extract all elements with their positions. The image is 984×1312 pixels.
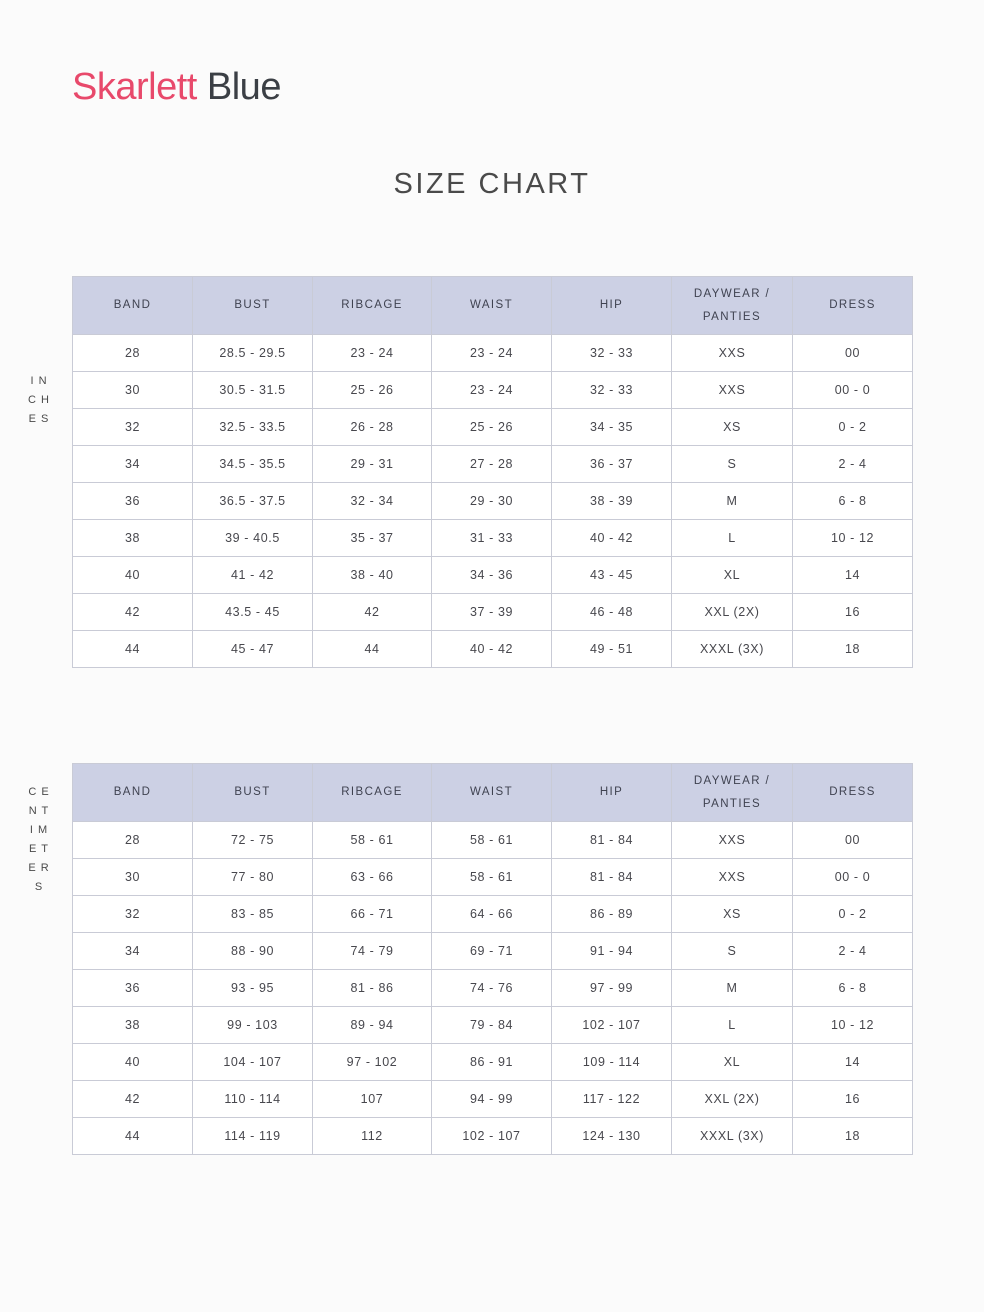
cell-waist: 58 - 61 <box>432 859 552 896</box>
daywear-line2: PANTIES <box>702 310 762 323</box>
cell-ribcage: 25 - 26 <box>313 372 432 409</box>
table-row <box>73 822 913 859</box>
cell-ribcage: 26 - 28 <box>313 409 432 446</box>
cell-waist: 29 - 30 <box>432 483 552 520</box>
cell-hip: 46 - 48 <box>552 594 672 631</box>
table-row <box>73 520 913 557</box>
cell-hip: 43 - 45 <box>552 557 672 594</box>
cell-dress: 16 <box>793 594 913 631</box>
table-row <box>73 335 913 372</box>
column-header-daywear-panties <box>672 764 793 822</box>
cell-dress: 14 <box>793 1044 913 1081</box>
table-row <box>73 483 913 520</box>
cell-waist: 23 - 24 <box>432 372 552 409</box>
brand-name-part1: Skarlett <box>72 66 197 108</box>
cell-daywear: L <box>672 520 793 557</box>
cell-bust: 34.5 - 35.5 <box>193 446 313 483</box>
cell-daywear: XXS <box>672 822 793 859</box>
column-header-daywear-panties <box>672 277 793 335</box>
table-row <box>73 1081 913 1118</box>
page-title: SIZE CHART <box>393 168 591 200</box>
table-row <box>73 372 913 409</box>
table-row <box>73 409 913 446</box>
cell-daywear: XXS <box>672 859 793 896</box>
cell-bust: 88 - 90 <box>193 933 313 970</box>
cell-waist: 34 - 36 <box>432 557 552 594</box>
cell-dress: 16 <box>793 1081 913 1118</box>
column-header-dress: DRESS <box>793 764 913 822</box>
cell-daywear: XXXL (3X) <box>672 1118 793 1155</box>
cell-daywear: XXL (2X) <box>672 1081 793 1118</box>
column-header-ribcage: RIBCAGE <box>313 277 432 335</box>
cell-bust: 104 - 107 <box>193 1044 313 1081</box>
cell-ribcage: 23 - 24 <box>313 335 432 372</box>
table-row <box>73 896 913 933</box>
cell-hip: 102 - 107 <box>552 1007 672 1044</box>
brand-logo <box>72 66 281 109</box>
cell-band: 36 <box>73 483 193 520</box>
column-header-dress: DRESS <box>793 277 913 335</box>
cell-waist: 23 - 24 <box>432 335 552 372</box>
table-row <box>73 557 913 594</box>
cell-hip: 91 - 94 <box>552 933 672 970</box>
cell-daywear: M <box>672 483 793 520</box>
cell-hip: 49 - 51 <box>552 631 672 668</box>
cell-hip: 81 - 84 <box>552 859 672 896</box>
cell-dress: 00 <box>793 335 913 372</box>
table-row <box>73 446 913 483</box>
cell-daywear: XXL (2X) <box>672 594 793 631</box>
cell-band: 28 <box>73 335 193 372</box>
cell-daywear: M <box>672 970 793 1007</box>
cell-ribcage: 58 - 61 <box>313 822 432 859</box>
cell-dress: 00 - 0 <box>793 372 913 409</box>
cell-dress: 0 - 2 <box>793 409 913 446</box>
cell-daywear: XXS <box>672 372 793 409</box>
cell-hip: 117 - 122 <box>552 1081 672 1118</box>
cell-daywear: XL <box>672 1044 793 1081</box>
table-header-row <box>73 764 913 822</box>
cell-ribcage: 63 - 66 <box>313 859 432 896</box>
cell-bust: 32.5 - 33.5 <box>193 409 313 446</box>
cell-ribcage: 66 - 71 <box>313 896 432 933</box>
cell-bust: 39 - 40.5 <box>193 520 313 557</box>
cell-ribcage: 38 - 40 <box>313 557 432 594</box>
column-header-bust: BUST <box>193 277 313 335</box>
unit-label-inches: I N C H E S <box>28 375 50 425</box>
column-header-band: BAND <box>73 764 193 822</box>
cell-waist: 37 - 39 <box>432 594 552 631</box>
cell-daywear: XS <box>672 896 793 933</box>
cell-ribcage: 74 - 79 <box>313 933 432 970</box>
cell-waist: 64 - 66 <box>432 896 552 933</box>
cell-band: 30 <box>73 372 193 409</box>
table-row <box>73 1044 913 1081</box>
cell-waist: 25 - 26 <box>432 409 552 446</box>
cell-daywear: L <box>672 1007 793 1044</box>
cell-bust: 41 - 42 <box>193 557 313 594</box>
cell-dress: 18 <box>793 1118 913 1155</box>
cell-dress: 6 - 8 <box>793 970 913 1007</box>
cell-bust: 43.5 - 45 <box>193 594 313 631</box>
unit-label-centimeters: C E N T I M E T E R S <box>28 786 50 893</box>
cell-bust: 93 - 95 <box>193 970 313 1007</box>
cell-ribcage: 81 - 86 <box>313 970 432 1007</box>
column-header-waist: WAIST <box>432 277 552 335</box>
cell-ribcage: 42 <box>313 594 432 631</box>
cell-bust: 83 - 85 <box>193 896 313 933</box>
table-header-row <box>73 277 913 335</box>
cell-bust: 114 - 119 <box>193 1118 313 1155</box>
cell-dress: 10 - 12 <box>793 520 913 557</box>
column-header-ribcage: RIBCAGE <box>313 764 432 822</box>
daywear-line1: DAYWEAR / <box>693 287 771 300</box>
cell-dress: 2 - 4 <box>793 933 913 970</box>
cell-ribcage: 35 - 37 <box>313 520 432 557</box>
daywear-line1: DAYWEAR / <box>693 774 771 787</box>
cell-bust: 45 - 47 <box>193 631 313 668</box>
cell-dress: 18 <box>793 631 913 668</box>
table-row <box>73 1007 913 1044</box>
size-table-inches <box>72 276 913 668</box>
cell-waist: 86 - 91 <box>432 1044 552 1081</box>
cell-waist: 94 - 99 <box>432 1081 552 1118</box>
cell-hip: 32 - 33 <box>552 372 672 409</box>
table-row <box>73 859 913 896</box>
cell-band: 38 <box>73 520 193 557</box>
cell-waist: 27 - 28 <box>432 446 552 483</box>
cell-band: 44 <box>73 631 193 668</box>
cell-bust: 99 - 103 <box>193 1007 313 1044</box>
cell-band: 42 <box>73 594 193 631</box>
column-header-band: BAND <box>73 277 193 335</box>
cell-hip: 81 - 84 <box>552 822 672 859</box>
daywear-line2: PANTIES <box>702 797 762 810</box>
cell-band: 44 <box>73 1118 193 1155</box>
table-row <box>73 594 913 631</box>
cell-daywear: S <box>672 446 793 483</box>
cell-bust: 28.5 - 29.5 <box>193 335 313 372</box>
cell-bust: 77 - 80 <box>193 859 313 896</box>
table-row <box>73 631 913 668</box>
cell-hip: 38 - 39 <box>552 483 672 520</box>
cell-bust: 36.5 - 37.5 <box>193 483 313 520</box>
cell-band: 34 <box>73 446 193 483</box>
cell-waist: 31 - 33 <box>432 520 552 557</box>
cell-dress: 00 - 0 <box>793 859 913 896</box>
cell-dress: 14 <box>793 557 913 594</box>
cell-dress: 0 - 2 <box>793 896 913 933</box>
cell-daywear: XL <box>672 557 793 594</box>
cell-hip: 97 - 99 <box>552 970 672 1007</box>
cell-ribcage: 29 - 31 <box>313 446 432 483</box>
cell-daywear: S <box>672 933 793 970</box>
cell-waist: 69 - 71 <box>432 933 552 970</box>
cell-ribcage: 89 - 94 <box>313 1007 432 1044</box>
cell-band: 40 <box>73 1044 193 1081</box>
cell-waist: 58 - 61 <box>432 822 552 859</box>
cell-band: 32 <box>73 896 193 933</box>
cell-band: 30 <box>73 859 193 896</box>
cell-ribcage: 44 <box>313 631 432 668</box>
cell-dress: 00 <box>793 822 913 859</box>
cell-band: 28 <box>73 822 193 859</box>
cell-daywear: XXS <box>672 335 793 372</box>
cell-hip: 40 - 42 <box>552 520 672 557</box>
cell-dress: 2 - 4 <box>793 446 913 483</box>
table-row <box>73 1118 913 1155</box>
brand-name-part2: Blue <box>206 66 281 108</box>
column-header-hip: HIP <box>552 764 672 822</box>
cell-ribcage: 107 <box>313 1081 432 1118</box>
column-header-hip: HIP <box>552 277 672 335</box>
cell-hip: 34 - 35 <box>552 409 672 446</box>
cell-band: 40 <box>73 557 193 594</box>
cell-band: 42 <box>73 1081 193 1118</box>
cell-dress: 6 - 8 <box>793 483 913 520</box>
cell-ribcage: 32 - 34 <box>313 483 432 520</box>
cell-ribcage: 97 - 102 <box>313 1044 432 1081</box>
cell-band: 34 <box>73 933 193 970</box>
cell-band: 32 <box>73 409 193 446</box>
cell-bust: 110 - 114 <box>193 1081 313 1118</box>
cell-waist: 40 - 42 <box>432 631 552 668</box>
cell-daywear: XXXL (3X) <box>672 631 793 668</box>
cell-band: 38 <box>73 1007 193 1044</box>
cell-hip: 32 - 33 <box>552 335 672 372</box>
size-table-centimeters <box>72 763 913 1155</box>
cell-hip: 109 - 114 <box>552 1044 672 1081</box>
cell-bust: 72 - 75 <box>193 822 313 859</box>
cell-waist: 74 - 76 <box>432 970 552 1007</box>
column-header-bust: BUST <box>193 764 313 822</box>
cell-hip: 36 - 37 <box>552 446 672 483</box>
cell-ribcage: 112 <box>313 1118 432 1155</box>
cell-band: 36 <box>73 970 193 1007</box>
cell-bust: 30.5 - 31.5 <box>193 372 313 409</box>
cell-waist: 79 - 84 <box>432 1007 552 1044</box>
cell-daywear: XS <box>672 409 793 446</box>
table-row <box>73 970 913 1007</box>
table-row <box>73 933 913 970</box>
cell-hip: 124 - 130 <box>552 1118 672 1155</box>
cell-waist: 102 - 107 <box>432 1118 552 1155</box>
cell-hip: 86 - 89 <box>552 896 672 933</box>
cell-dress: 10 - 12 <box>793 1007 913 1044</box>
column-header-waist: WAIST <box>432 764 552 822</box>
